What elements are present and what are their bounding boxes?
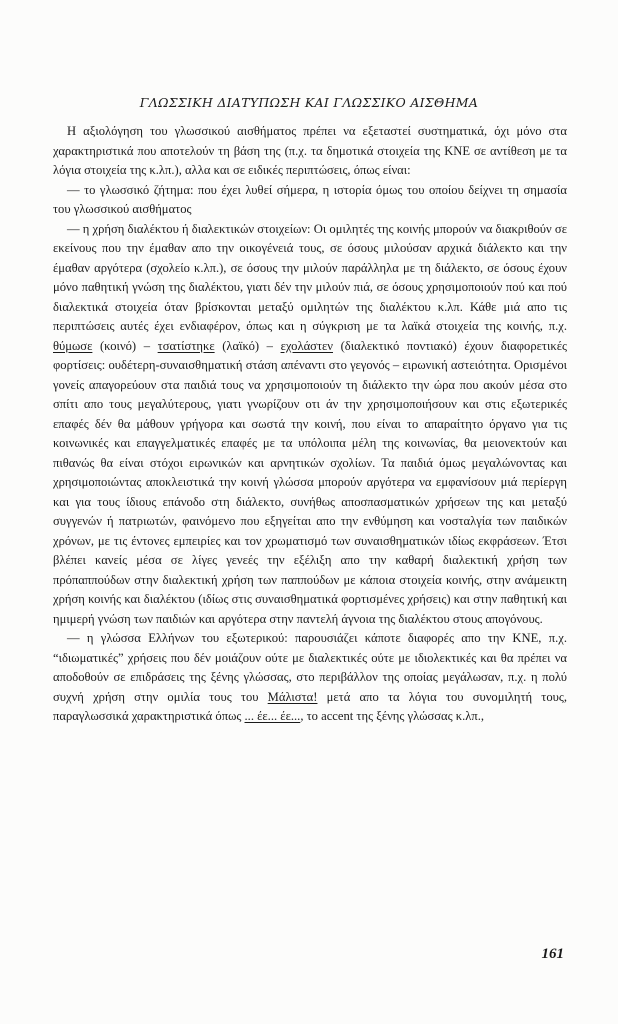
paragraph-dialect-use [53,220,567,630]
abroad-text-part-3: , το accent της ξένης γλώσσας κ.λπ., [300,709,485,723]
running-head: ΓΛΩΣΣΙΚΗ ΔΙΑΤΥΠΩΣΗ ΚΑΙ ΓΛΩΣΣΙΚΟ ΑΙΣΘΗΜΑ [139,95,479,110]
dialect-text-part-3: (λαϊκό) – [214,338,281,353]
dialect-text-part-2: (κοινό) – [92,338,158,353]
body-text [53,122,567,727]
term-echolasten: εχολάστεν [280,338,333,353]
dialect-text-part-1: — η χρήση διαλέκτου ή διαλεκτικών στοιχείων: Οι ομιλητές της κοινής μπορούν να διακριθούν σε εκείνους που την έμαθαν απο την οικογένειά τους, σε όσους μιλούσαν αρχικά διάλεκτο και την έμαθαν αργότερα (σχολείο κ.λπ.), σε όσους την μιλούν παράλληλα με τη διάλεκτο, σε όσους έχουν μόνο παθητική γνώση της διαλέκτου, γιατι δέν την μιλούν πιά, σε όσους χρησιμοποιούν πού και πού διαλεκτικά στοιχεία όταν βρίσκονται μεταξύ ομιλητών της διαλέκτου κ.λπ. Κάθε μιά απο τις περιπτώσεις αυτές έχει ενδιαφέρον, όπως και η σύγκριση με τα λαϊκά στοιχεία της κοινής, π.χ. [53,221,567,333]
abroad-text-part-1: — η γλώσσα Ελλήνων του εξωτερικού: παρουσιάζει κάποτε διαφορές απο την ΚΝΕ, π.χ. “ιδιωματικές” χρήσεις που δέν μοιάζουν ούτε με διαλεκτικές ούτε με ιδιολεκτικές και θα πρέπει να αποδοθούν σε επιδράσεις της ξένης γλώσσας, στο περιβάλλον της οποίας μεγάλωσαν, π.χ. η πολύ συχνή χρήση στην ομιλία τους του [53,631,567,704]
term-tsatistike: τσατίστηκε [157,338,215,353]
paragraph-language-question: — το γλωσσικό ζήτημα: που έχει λυθεί σήμερα, η ιστορία όμως του οποίου δείχνει τη σημασία του γλωσσικού αισθήματος [53,182,567,216]
paragraph-greeks-abroad [53,629,567,727]
dialect-text-part-4: (διαλεκτικό ποντιακό) έχουν διαφορετικές φορτίσεις: ουδέτερη-συναισθηματική στάση απέναντι στο γεγονός – ειρωνική αστειότητα. Ορισμένοι γονείς απαγορεύουν στα παιδιά τους να χρησιμοποιούν τη διάλεκτο την ώρα που ακούν μέσα στο σπίτι απο τους μεγαλύτερους, γιατι γνωρίζουν οτι άν την χρησιμοποιήσουν και στις εξωτερικές επαφές δέν θα μάθουν γρήγορα και σωστά την κοινή, που είναι το απαραίτητο όργανο για τις κοινωνικές και επαγγελματικές επαφές με τα υπόλοιπα μέλη της κοινωνίας, θα μειονεκτούν και πιθανώς θα είναι στόχοι ειρωνικών και αρνητικών σχολίων. Τα παιδιά όμως μεγαλώνοντας και χρησιμοποιώντας αποκλειστικά την κοινή γλώσσα μπορούν αργότερα να εμφανίσουν μιά περίεργη και για τους ίδιους επάνοδο στη διάλεκτο, συνήθως αποσπασματικών χρήσεων της και μεταξύ συγγενών ή πατριωτών, φαινόμενο που εξηγείται απο την ενθύμηση και νοσταλγία των παιδικών χρόνων, με τις έντονες εμπειρίες και τον χρωματισμό των συναισθηματικών ιδίως εκφράσεων. Έτσι βλέπει κανείς μέσα σε λίγες γενεές την εξέλιξη απο την καθαρή διαλεκτική χρήση των πρόπαππούδων στην διαλεκτική χρήση των παππούδων με κάποια στοιχεία κοινής, στην ανάμεικτη χρήση κοινής και διαλέκτου (ιδίως στις συναισθηματικά φορτισμένες χρήσεις) και στην παθητική και ημιμερή γνώση των παιδιών και αργότερα στην παντελή άγνοια της διαλέκτου στους απογόνους. [53,338,567,626]
term-thymose: θύμωσε [53,338,93,353]
term-malista: Μάλιστα! [267,689,318,704]
paragraph-intro: Η αξιολόγηση του γλωσσικού αισθήματος πρέπει να εξεταστεί συστηματικά, όχι μόνο στα χαρακτηριστικά που αποτελούν τη βάση της (π.χ. τα δημοτικά στοιχεία της ΚΝΕ σε αντίθεση με τα λόγια στοιχεία της κ.λπ.), αλλα και σε ειδικές περιπτώσεις, όπως είναι: [53,124,567,177]
abroad-text-part-2: μετά απο τα λόγια του συνομιλητή τους, παραγλωσσικά χαρακτηριστικά όπως [53,689,568,723]
term-ee-ee: ... έε... έε... [244,709,301,723]
page-number: 161 [541,946,564,962]
